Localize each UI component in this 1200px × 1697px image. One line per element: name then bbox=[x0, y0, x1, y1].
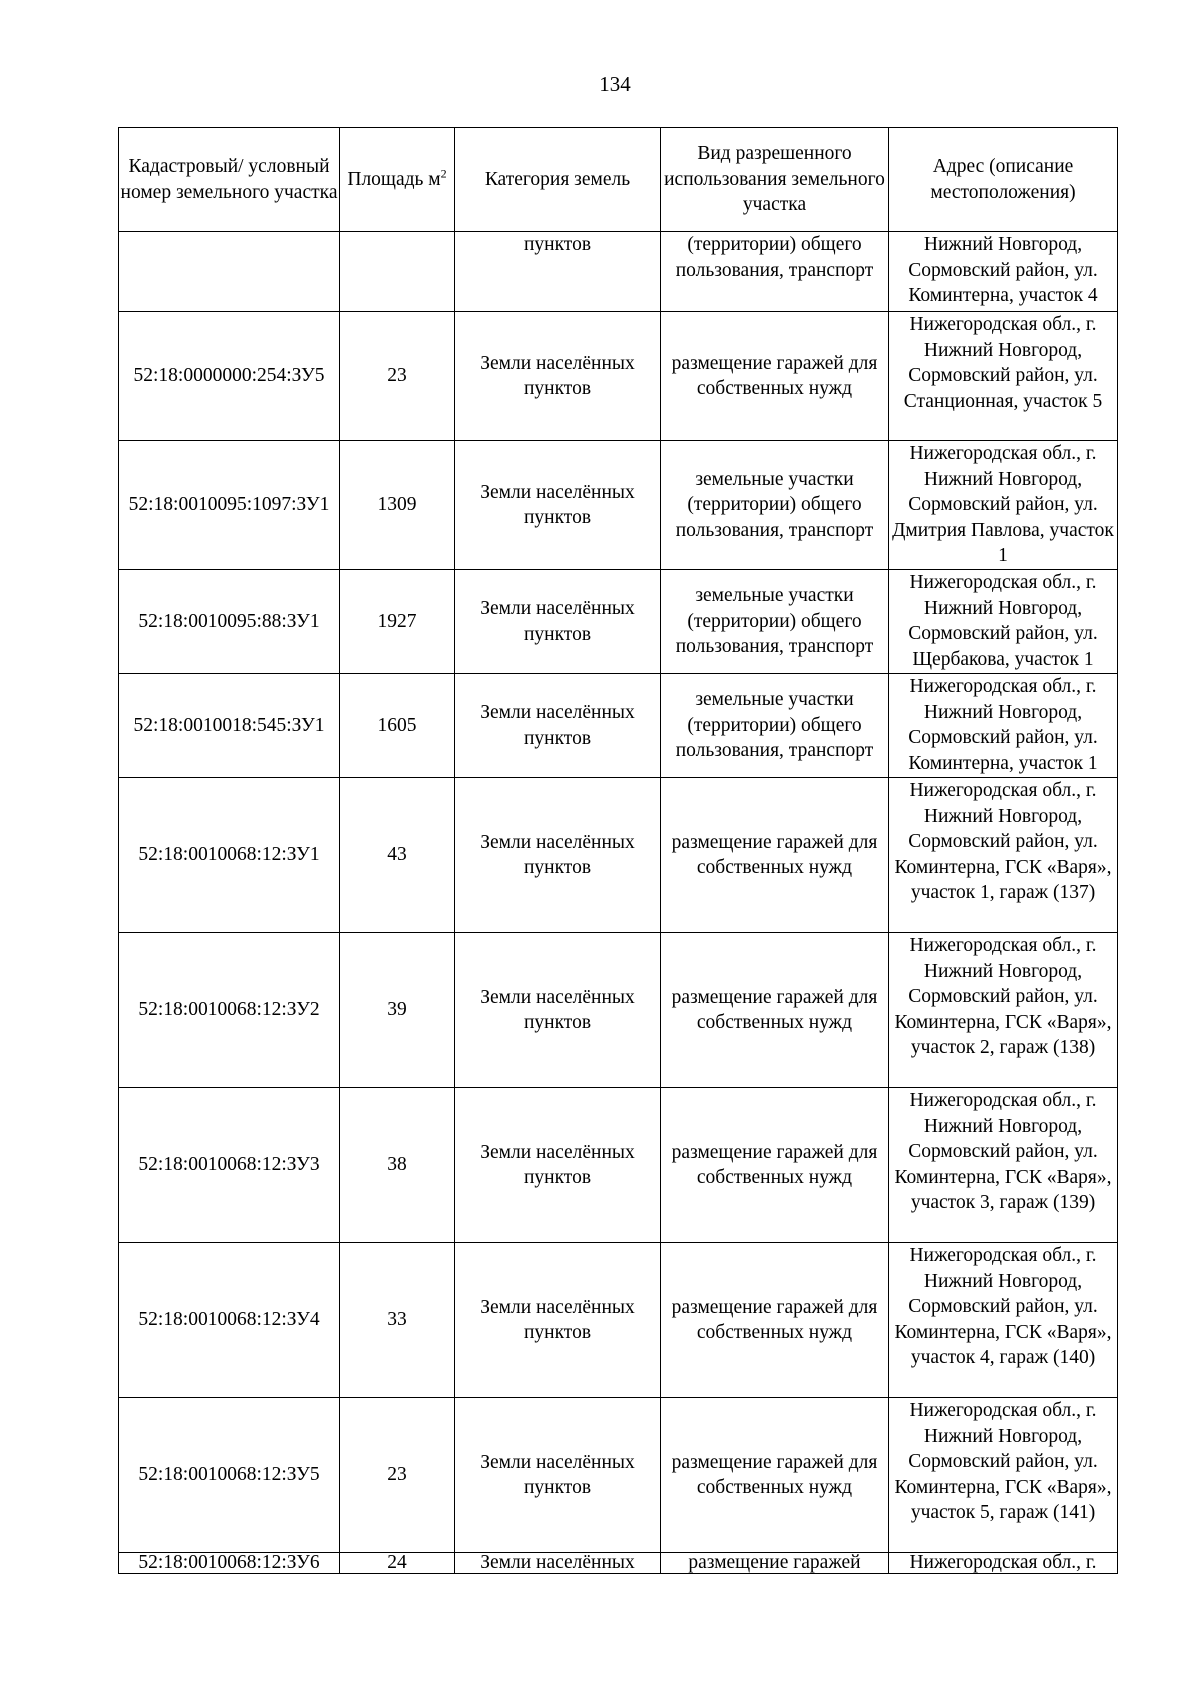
cell-address: Нижегородская обл., г. Нижний Новгород, Сормовский район, ул. Дмитрия Павлова, участок 1 bbox=[889, 441, 1118, 570]
cell-cadastral: 52:18:0010068:12:ЗУ6 bbox=[119, 1553, 340, 1574]
table-row bbox=[119, 441, 1118, 570]
cell-category: Земли населённых пунктов bbox=[455, 933, 661, 1088]
table-row bbox=[119, 232, 1118, 312]
cell-cadastral bbox=[119, 232, 340, 312]
cell-address: Нижегородская обл., г. Нижний Новгород, Сормовский район, ул. Коминтерна, ГСК «Варя», участок 3, гараж (139) bbox=[889, 1088, 1118, 1243]
table-row bbox=[119, 674, 1118, 778]
cell-usage: размещение гаражей для собственных нужд bbox=[661, 778, 889, 933]
cell-address: Нижегородская обл., г. Нижний Новгород, Сормовский район, ул. Коминтерна, ГСК «Варя», участок 2, гараж (138) bbox=[889, 933, 1118, 1088]
header-usage: Вид разрешенного использования земельного участка bbox=[661, 128, 889, 232]
header-cadastral: Кадастровый/ условный номер земельного участка bbox=[119, 128, 340, 232]
cell-area: 1309 bbox=[340, 441, 455, 570]
cell-usage: земельные участки (территории) общего пользования, транспорт bbox=[661, 674, 889, 778]
cell-address: Нижегородская обл., г. bbox=[889, 1553, 1118, 1574]
cell-usage: размещение гаражей для собственных нужд bbox=[661, 312, 889, 441]
cell-category: Земли населённых пунктов bbox=[455, 441, 661, 570]
cell-usage: (территории) общего пользования, транспорт bbox=[661, 232, 889, 312]
cell-address: Нижегородская обл., г. Нижний Новгород, Сормовский район, ул. Коминтерна, ГСК «Варя», участок 5, гараж (141) bbox=[889, 1398, 1118, 1553]
cell-area: 33 bbox=[340, 1243, 455, 1398]
cell-usage: размещение гаражей для собственных нужд bbox=[661, 933, 889, 1088]
cell-cadastral: 52:18:0010068:12:ЗУ4 bbox=[119, 1243, 340, 1398]
table-row bbox=[119, 1088, 1118, 1243]
cell-cadastral: 52:18:0010068:12:ЗУ1 bbox=[119, 778, 340, 933]
cell-address: Нижегородская обл., г. Нижний Новгород, Сормовский район, ул. Коминтерна, участок 1 bbox=[889, 674, 1118, 778]
cell-usage: земельные участки (территории) общего пользования, транспорт bbox=[661, 570, 889, 674]
header-area-label: Площадь м bbox=[347, 168, 441, 190]
cell-usage: земельные участки (территории) общего пользования, транспорт bbox=[661, 441, 889, 570]
cell-address: Нижний Новгород, Сормовский район, ул. Коминтерна, участок 4 bbox=[889, 232, 1118, 312]
cell-area: 1605 bbox=[340, 674, 455, 778]
cell-address: Нижегородская обл., г. Нижний Новгород, Сормовский район, ул. Щербакова, участок 1 bbox=[889, 570, 1118, 674]
page-number: 134 bbox=[599, 72, 631, 96]
table-row bbox=[119, 1398, 1118, 1553]
cell-category: Земли населённых пунктов bbox=[455, 778, 661, 933]
table-header-row bbox=[119, 128, 1118, 232]
header-area bbox=[340, 128, 455, 232]
header-category: Категория земель bbox=[455, 128, 661, 232]
cell-area: 24 bbox=[340, 1553, 455, 1574]
cell-address: Нижегородская обл., г. Нижний Новгород, Сормовский район, ул. Станционная, участок 5 bbox=[889, 312, 1118, 441]
land-plots-table bbox=[118, 127, 1118, 1574]
cell-usage: размещение гаражей bbox=[661, 1553, 889, 1574]
cell-cadastral: 52:18:0010095:1097:ЗУ1 bbox=[119, 441, 340, 570]
cell-usage: размещение гаражей для собственных нужд bbox=[661, 1088, 889, 1243]
cell-area: 23 bbox=[340, 1398, 455, 1553]
table-row bbox=[119, 570, 1118, 674]
cell-area bbox=[340, 232, 455, 312]
cell-address: Нижегородская обл., г. Нижний Новгород, Сормовский район, ул. Коминтерна, ГСК «Варя», участок 4, гараж (140) bbox=[889, 1243, 1118, 1398]
table-row bbox=[119, 1553, 1118, 1574]
cell-cadastral: 52:18:0010068:12:ЗУ2 bbox=[119, 933, 340, 1088]
cell-cadastral: 52:18:0010068:12:ЗУ5 bbox=[119, 1398, 340, 1553]
cell-cadastral: 52:18:0010018:545:ЗУ1 bbox=[119, 674, 340, 778]
table-row bbox=[119, 933, 1118, 1088]
cell-cadastral: 52:18:0010068:12:ЗУ3 bbox=[119, 1088, 340, 1243]
cell-category: Земли населённых пунктов bbox=[455, 1243, 661, 1398]
cell-category: Земли населённых пунктов bbox=[455, 1398, 661, 1553]
cell-category: пунктов bbox=[455, 232, 661, 312]
header-area-sup: 2 bbox=[440, 166, 447, 181]
cell-area: 43 bbox=[340, 778, 455, 933]
cell-area: 23 bbox=[340, 312, 455, 441]
cell-cadastral: 52:18:0010095:88:ЗУ1 bbox=[119, 570, 340, 674]
cell-category: Земли населённых пунктов bbox=[455, 674, 661, 778]
cell-usage: размещение гаражей для собственных нужд bbox=[661, 1398, 889, 1553]
table-row bbox=[119, 312, 1118, 441]
cell-area: 1927 bbox=[340, 570, 455, 674]
table-row bbox=[119, 1243, 1118, 1398]
cell-cadastral: 52:18:0000000:254:ЗУ5 bbox=[119, 312, 340, 441]
cell-area: 38 bbox=[340, 1088, 455, 1243]
cell-category: Земли населённых пунктов bbox=[455, 312, 661, 441]
cell-category: Земли населённых пунктов bbox=[455, 570, 661, 674]
header-address: Адрес (описание местоположения) bbox=[889, 128, 1118, 232]
cell-category: Земли населённых пунктов bbox=[455, 1088, 661, 1243]
table-row bbox=[119, 778, 1118, 933]
cell-address: Нижегородская обл., г. Нижний Новгород, Сормовский район, ул. Коминтерна, ГСК «Варя», участок 1, гараж (137) bbox=[889, 778, 1118, 933]
cell-category: Земли населённых bbox=[455, 1553, 661, 1574]
cell-area: 39 bbox=[340, 933, 455, 1088]
cell-usage: размещение гаражей для собственных нужд bbox=[661, 1243, 889, 1398]
